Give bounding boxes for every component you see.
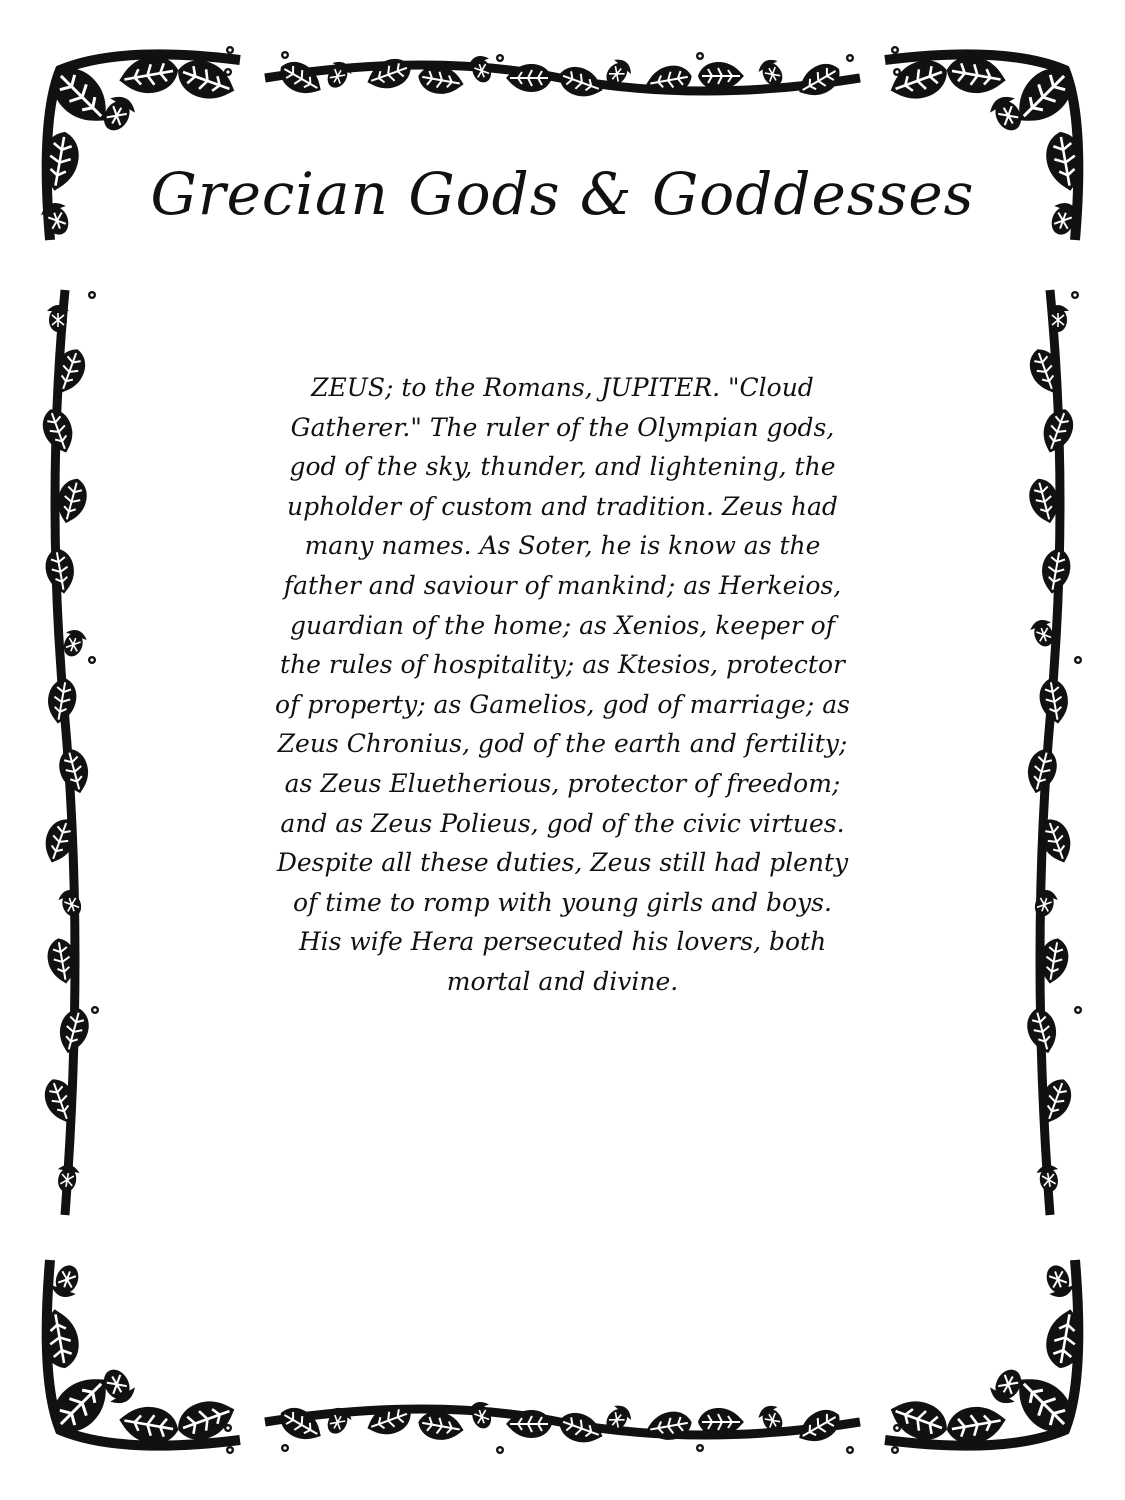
top-border-strip <box>265 51 860 104</box>
body-line: god of the sky, thunder, and lightening, the <box>289 452 836 482</box>
body-line: Zeus Chronius, god of the earth and fertility; <box>277 729 848 759</box>
page-title: Grecian Gods & Goddesses <box>150 160 975 228</box>
body-line: His wife Hera persecuted his lovers, both <box>298 927 827 957</box>
body-line: ZEUS; to the Romans, JUPITER. "Cloud <box>311 373 814 402</box>
body-paragraph <box>215 368 910 1002</box>
left-border-strip <box>37 290 99 1215</box>
body-line: as Zeus Eluetherious, protector of freedom; <box>284 768 841 798</box>
bottom-left-corner-ornament <box>37 1260 241 1454</box>
body-line: of property; as Gamelios, god of marriage; as <box>275 689 850 719</box>
body-line: Gatherer." The ruler of the Olympian gods, <box>290 412 835 442</box>
body-line: and as Zeus Polieus, god of the civic virtues. <box>280 808 845 838</box>
bottom-border-strip <box>265 1399 860 1454</box>
body-line: mortal and divine. <box>446 966 679 996</box>
body-line: upholder of custom and tradition. Zeus had <box>287 491 838 521</box>
body-line: Despite all these duties, Zeus still had plenty <box>276 848 849 878</box>
right-border-strip <box>1022 290 1082 1215</box>
body-line: many names. As Soter, he is know as the <box>304 531 821 561</box>
body-line: the rules of hospitality; as Ktesios, protector <box>280 650 845 680</box>
body-line: guardian of the home; as Xenios, keeper of <box>290 610 835 640</box>
body-line: father and saviour of mankind; as Herkeios, <box>283 570 842 600</box>
body-line: of time to romp with young girls and boys. <box>293 887 832 917</box>
bottom-right-corner-ornament <box>884 1260 1088 1454</box>
